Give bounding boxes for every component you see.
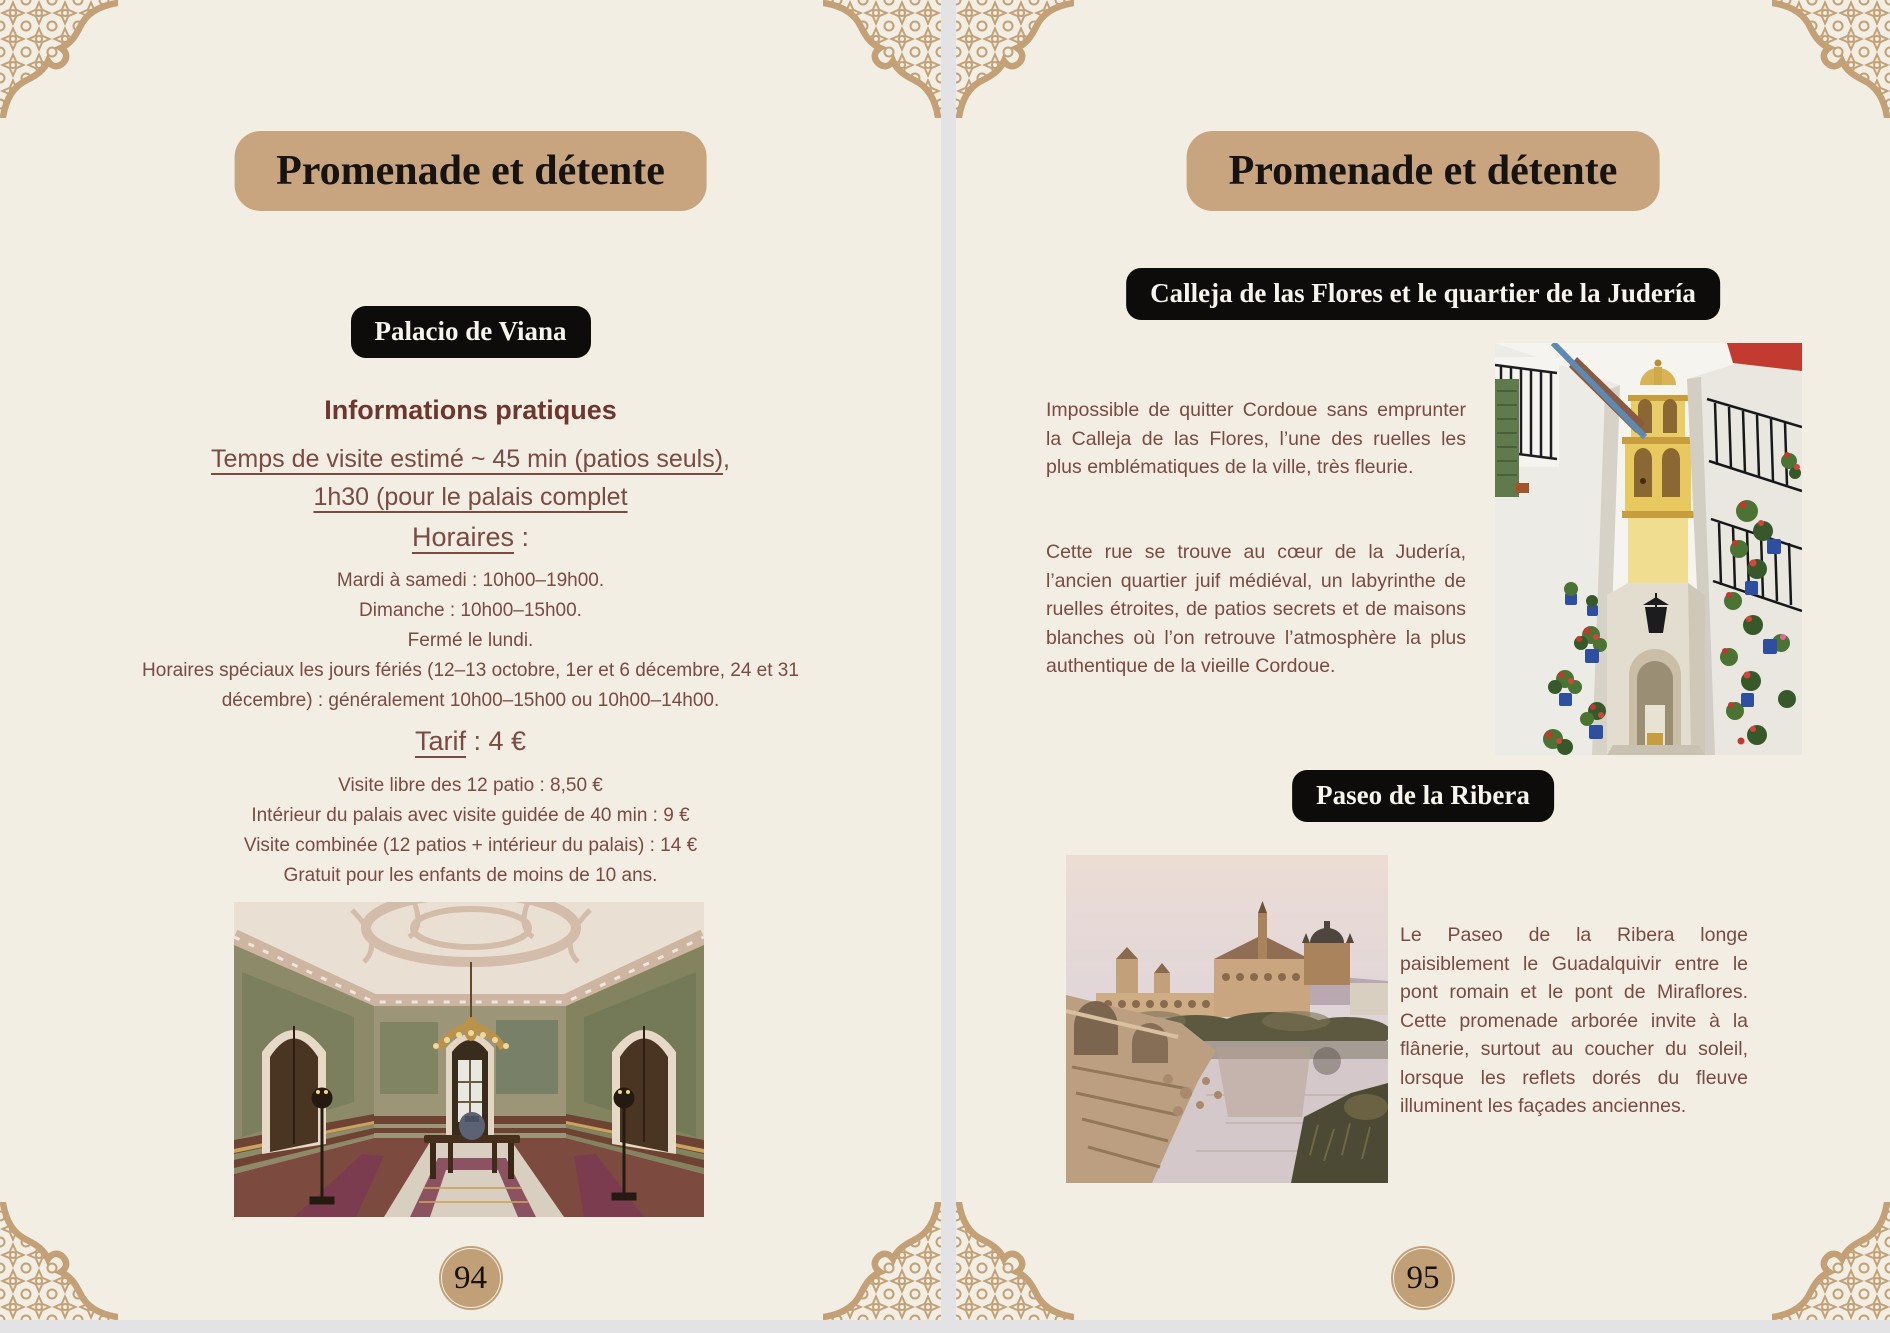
guadalquivir-river-photo bbox=[1066, 855, 1388, 1183]
visit-time-line: Temps de visite estimé ~ 45 min (patios seuls), bbox=[211, 445, 730, 473]
calleja-paragraph-1: Impossible de quitter Cordoue sans emprunter la Calleja de las Flores, l’une des ruelles les plus emblématiques de la ville, très fleurie. bbox=[1046, 399, 1466, 478]
section-badge-palacio-de-viana: Palacio de Viana bbox=[350, 306, 590, 358]
price-line: Visite combinée (12 patios + intérieur du palais) : 14 € bbox=[243, 835, 698, 856]
moorish-corner-icon bbox=[1772, 1202, 1890, 1320]
price-line: Visite libre des 12 patio : 8,50 € bbox=[338, 775, 603, 796]
visit-time-lines bbox=[0, 440, 941, 516]
schedule-lines bbox=[121, 566, 821, 716]
page-number-badge bbox=[1391, 1246, 1455, 1310]
moorish-corner-icon bbox=[823, 0, 941, 118]
moorish-corner-icon bbox=[1772, 0, 1890, 118]
horaires-heading: Horaires : bbox=[411, 522, 530, 552]
moorish-corner-icon bbox=[0, 0, 118, 118]
moorish-corner-icon bbox=[956, 1202, 1074, 1320]
page-number: 94 bbox=[454, 1259, 487, 1296]
page-title-badge: Promenade et détente bbox=[234, 131, 707, 211]
calleja-flores-photo bbox=[1495, 343, 1802, 755]
tarif-heading: Tarif : 4 € bbox=[414, 726, 527, 756]
price-line: Intérieur du palais avec visite guidée de 40 min : 9 € bbox=[251, 805, 690, 826]
page-number-badge bbox=[439, 1246, 503, 1310]
page-94 bbox=[0, 0, 941, 1320]
schedule-line: Dimanche : 10h00–15h00. bbox=[359, 600, 582, 621]
visit-time-line: 1h30 (pour le palais complet bbox=[313, 483, 628, 511]
moorish-corner-icon bbox=[0, 1202, 118, 1320]
section-badge-calleja-de-las-flores: Calleja de las Flores et le quartier de la Judería bbox=[1126, 268, 1720, 320]
price-line: Gratuit pour les enfants de moins de 10 ans. bbox=[283, 865, 658, 886]
section-badge-paseo-de-la-ribera: Paseo de la Ribera bbox=[1292, 770, 1554, 822]
page-title-badge: Promenade et détente bbox=[1187, 131, 1660, 211]
info-heading: Informations pratiques bbox=[324, 395, 617, 425]
price-lines bbox=[121, 771, 821, 891]
schedule-line: Mardi à samedi : 10h00–19h00. bbox=[336, 570, 605, 591]
calleja-paragraph-2: Cette rue se trouve au cœur de la Judería, l’ancien quartier juif médiéval, un labyrinthe de ruelles étroites, de patios secrets et de maisons blanches où l’on retrouve l’atmosphère la plus authentique de la vieille Cordoue. bbox=[1046, 541, 1466, 677]
paseo-paragraph: Le Paseo de la Ribera longe paisiblement le Guadalquivir entre le pont romain et le pont de Miraflores. Cette promenade arborée invite à la flânerie, surtout au coucher du soleil, lorsque les reflets dorés du fleuve illuminent les façades anciennes. bbox=[1400, 924, 1748, 1117]
moorish-corner-icon bbox=[956, 0, 1074, 118]
page-number: 95 bbox=[1406, 1259, 1440, 1296]
schedule-line: Horaires spéciaux les jours fériés (12–13 octobre, 1er et 6 décembre, 24 et 31 décembre) : généralement 10h00–15h00 ou 10h00–14h00. bbox=[142, 660, 799, 711]
page-95 bbox=[956, 0, 1890, 1320]
schedule-line: Fermé le lundi. bbox=[407, 630, 534, 651]
palace-interior-photo bbox=[234, 902, 704, 1217]
moorish-corner-icon bbox=[823, 1202, 941, 1320]
